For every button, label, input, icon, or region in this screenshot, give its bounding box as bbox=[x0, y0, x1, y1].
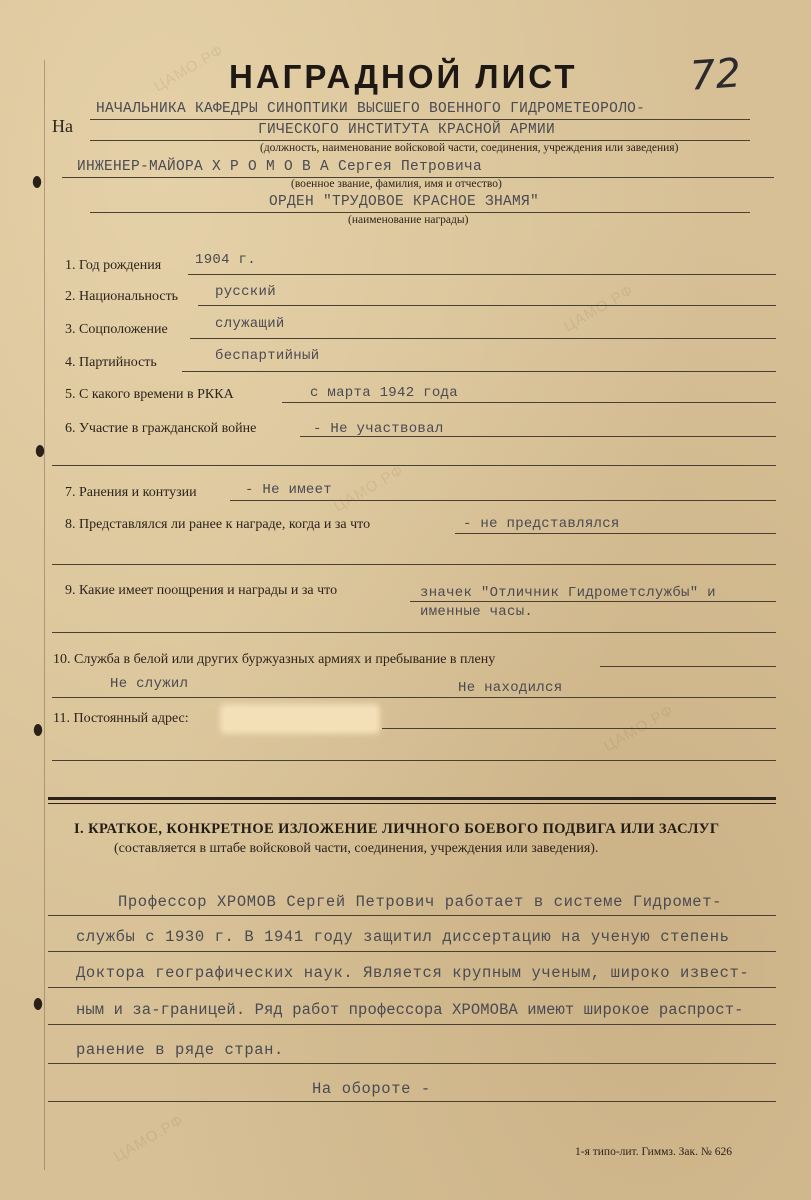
field-8-label: 8. Представлялся ли ранее к награде, когда и за что bbox=[65, 517, 371, 532]
person-name: ИНЖЕНЕР-МАЙОРА Х Р О М О В А Сергея Петровича bbox=[77, 159, 483, 175]
address-redaction bbox=[224, 708, 376, 730]
field-5-value: с марта 1942 года bbox=[310, 385, 458, 401]
section-1-body-line-2: службы с 1930 г. В 1941 году защитил диссертацию на ученую степень bbox=[76, 928, 730, 946]
to-line-1: НАЧАЛЬНИКА КАФЕДРЫ СИНОПТИКИ ВЫСШЕГО ВОЕННОГО ГИДРОМЕТЕОРОЛО- bbox=[96, 101, 646, 117]
body-rule-3 bbox=[48, 987, 776, 988]
field-6-line bbox=[300, 436, 776, 437]
section-1-continued: На обороте - bbox=[312, 1080, 431, 1098]
field-5-line bbox=[282, 402, 776, 403]
field-6-value: - Не участвовал bbox=[313, 421, 444, 437]
punch-hole bbox=[33, 722, 44, 737]
to-caption: (должность, наименование войсковой части, соединения, учреждения или заведения) bbox=[260, 142, 679, 154]
to-underline-2 bbox=[90, 140, 750, 141]
field-4-label: 4. Партийность bbox=[65, 355, 157, 370]
body-rule-2 bbox=[48, 951, 776, 952]
field-8-line bbox=[455, 533, 776, 534]
watermark: ЦАМО.РФ bbox=[110, 1111, 187, 1166]
field-4-value: беспартийный bbox=[215, 348, 320, 364]
field-3-value: служащий bbox=[215, 316, 285, 332]
field-10-line bbox=[600, 666, 776, 667]
field-11-line-2 bbox=[52, 760, 776, 761]
field-3-label: 3. Соцположение bbox=[65, 322, 168, 337]
field-1-value: 1904 г. bbox=[195, 252, 256, 268]
award-caption: (наименование награды) bbox=[348, 214, 469, 226]
document-title: НАГРАДНОЙ ЛИСТ bbox=[229, 58, 578, 95]
field-2-value: русский bbox=[215, 284, 276, 300]
body-rule-4 bbox=[48, 1024, 776, 1025]
field-9-line bbox=[410, 601, 776, 602]
field-7-value: - Не имеет bbox=[245, 482, 333, 498]
field-1-line bbox=[188, 274, 776, 275]
field-8-value: - не представлялся bbox=[463, 516, 620, 532]
section-1-body-line-3: Доктора географических наук. Является крупным ученым, широко извест- bbox=[76, 964, 750, 982]
watermark: ЦАМО.РФ bbox=[600, 701, 677, 756]
watermark: ЦАМО.РФ bbox=[150, 41, 227, 96]
field-9-value-2: именные часы. bbox=[420, 604, 534, 620]
section-1-body-line-4: ным и за-границей. Ряд работ профессора ХРОМОВА имеют широкое распрост- bbox=[76, 1001, 744, 1019]
handwritten-number: 72 bbox=[688, 50, 743, 100]
body-rule-1 bbox=[48, 915, 776, 916]
to-label: На bbox=[52, 116, 73, 136]
field-10-label: 10. Служба в белой или других буржуазных армиях и пребывание в плену bbox=[53, 652, 496, 667]
field-8-line-2 bbox=[52, 564, 776, 565]
section-1-body-line-5: ранение в ряде стран. bbox=[76, 1041, 284, 1059]
field-2-label: 2. Национальность bbox=[65, 289, 179, 304]
field-10-value-a: Не служил bbox=[110, 676, 189, 692]
field-10-value-b: Не находился bbox=[458, 680, 563, 696]
watermark: ЦАМО.РФ bbox=[330, 461, 407, 516]
watermark: ЦАМО.РФ bbox=[560, 281, 637, 336]
field-7-line bbox=[230, 500, 776, 501]
field-5-label: 5. С какого времени в РККА bbox=[65, 387, 234, 402]
field-6-line-2 bbox=[52, 465, 776, 466]
section-1-subtitle: (составляется в штабе войсковой части, соединения, учреждения или заведения). bbox=[114, 841, 599, 856]
punch-hole bbox=[32, 174, 43, 189]
field-9-value-1: значек "Отличник Гидрометслужбы" и bbox=[420, 585, 716, 601]
award-underline bbox=[90, 212, 750, 213]
body-rule-5 bbox=[48, 1063, 776, 1064]
body-rule-6 bbox=[48, 1101, 776, 1102]
field-10-line-2 bbox=[52, 697, 776, 698]
to-underline-1 bbox=[90, 119, 750, 120]
section-1-title: I. КРАТКОЕ, КОНКРЕТНОЕ ИЗЛОЖЕНИЕ ЛИЧНОГО БОЕВОГО ПОДВИГА ИЛИ ЗАСЛУГ bbox=[74, 821, 720, 837]
award-name: ОРДЕН "ТРУДОВОЕ КРАСНОЕ ЗНАМЯ" bbox=[269, 194, 540, 210]
field-1-label: 1. Год рождения bbox=[65, 258, 162, 273]
field-7-label: 7. Ранения и контузии bbox=[65, 485, 197, 500]
field-9-line-2 bbox=[52, 632, 776, 633]
field-4-line bbox=[182, 371, 776, 372]
field-9-label: 9. Какие имеет поощрения и награды и за что bbox=[65, 583, 338, 598]
section-divider bbox=[48, 797, 776, 800]
field-11-line bbox=[382, 728, 776, 729]
section-1-body-line-1: Профессор ХРОМОВ Сергей Петрович работает в системе Гидромет- bbox=[118, 893, 722, 911]
field-2-line bbox=[198, 305, 776, 306]
printer-imprint: 1-я типо-лит. Гиммз. Зак. № 626 bbox=[575, 1146, 732, 1158]
to-line-2: ГИЧЕСКОГО ИНСТИТУТА КРАСНОЙ АРМИИ bbox=[258, 122, 556, 138]
punch-hole bbox=[33, 996, 44, 1011]
margin-rule bbox=[44, 60, 45, 1170]
field-11-label: 11. Постоянный адрес: bbox=[53, 711, 189, 726]
field-6-label: 6. Участие в гражданской войне bbox=[65, 421, 257, 436]
field-3-line bbox=[190, 338, 776, 339]
section-divider-thin bbox=[48, 803, 776, 804]
person-caption: (военное звание, фамилия, имя и отчество) bbox=[291, 178, 502, 190]
